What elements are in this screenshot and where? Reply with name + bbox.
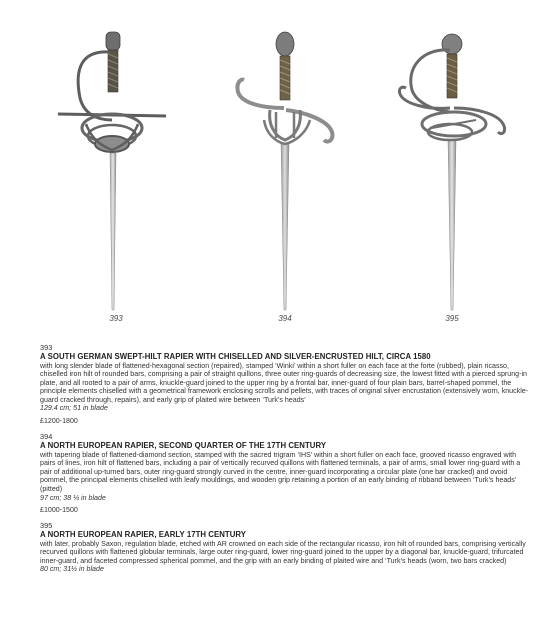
lot-estimate: £1000-1500 [40, 506, 78, 515]
lot-description: with long slender blade of flattened-hexagonal section (repaired), stamped ‘Winki’ within a short fuller on each face at the forte (rubbed), plain ricasso, chiselled iron hilt of rounded bars, comprising a pair of straight quillons, three outer ring-guards of decreasing size, the lowest fitted with a pierced sprung-in plate, and all rooted to a pair of arms, knuckle-guard joined to the upper ring by a frontal bar, inner-guard of four plain bars, barrel-shaped pommel, the principle elements chiselled with a geometrical framework enclosing scrolls and pellets, with traces of original silver encrustation (extensively worn, knuckle-guard cracked through, repairs), and early grip of plaited wire between ‘Turk’s heads’ [40, 361, 529, 404]
lot-title: A NORTH EUROPEAN RAPIER, SECOND QUARTER OF THE 17TH CENTURY [40, 441, 327, 451]
figure-label-394: 394 [278, 314, 292, 323]
lot-dimensions: 129.4 cm; 51 in blade [40, 404, 108, 413]
figure-label-395: 395 [445, 314, 459, 323]
lot-estimate: £1200-1800 [40, 417, 78, 426]
lot-393 [40, 343, 530, 426]
lot-394 [40, 432, 530, 515]
lot-number: 394 [40, 432, 53, 442]
lot-dimensions: 80 cm; 31½ in blade [40, 565, 104, 574]
lot-title: A NORTH EUROPEAN RAPIER, EARLY 17TH CENTURY [40, 530, 247, 540]
figure-label-393: 393 [109, 314, 123, 323]
rapier-394-image [224, 28, 344, 313]
rapier-395-image [392, 28, 512, 313]
lot-description: with tapering blade of flattened-diamond section, stamped with the sacred trigram ‘IHS’ within a short fuller on each face, grooved ricasso engraved with pairs of lines, iron hilt of flattened bars, including a pair of vertically recurved quillons with flattened terminals, a pair of arms, small lower ring-guard with a pair of additional up-turned bars, outer ring-guard strongly curved in the centre, inner-guard incorporating a circular plate (one bar cracked) and ovoid pommel, the principal elements chiselled with leafy mouldings, and wooden grip retaining a portion of an early binding of ribband between ‘Turk’s heads’ (pitted) [40, 450, 521, 493]
lot-number: 395 [40, 521, 53, 531]
lot-description: with later, probably Saxon, regulation blade, etched with AR crowned on each side of the rectangular ricasso, iron hilt of rounded bars, comprising vertically recurved quillons with flattened globular terminals, large outer ring-guard, lower ring-guard joined to the upper by a diagonal bar, knuckle-guard, trifurcated inner-guard, and faceted compressed spherical pommel, and the grip with an early binding of plaited wire and ‘Turk’s heads (worn, two bars cracked) [40, 539, 526, 565]
lot-number: 393 [40, 343, 53, 352]
lot-title: A SOUTH GERMAN SWEPT-HILT RAPIER WITH CHISELLED AND SILVER-ENCRUSTED HILT, CIRCA 1580 [40, 352, 431, 361]
lot-dimensions: 97 cm; 38 ¼ in blade [40, 493, 106, 502]
lot-descriptions [40, 343, 530, 580]
rapier-393-image [52, 28, 172, 313]
lot-395 [40, 521, 530, 574]
